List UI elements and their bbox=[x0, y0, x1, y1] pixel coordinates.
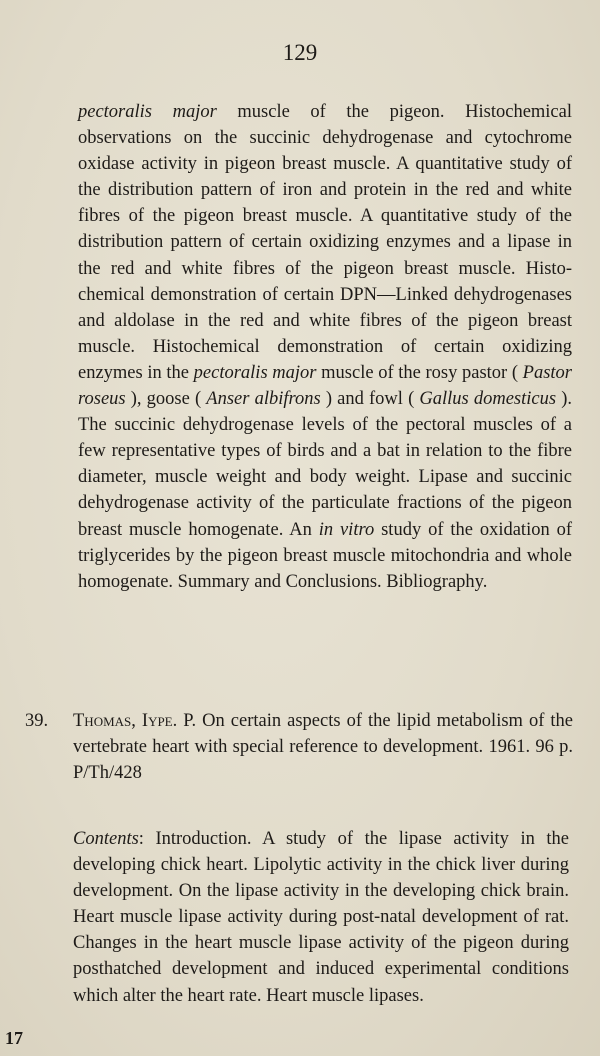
text-segment: Pastor roseus bbox=[78, 362, 572, 410]
text-segment: ) and fowl ( bbox=[320, 389, 420, 410]
text-segment: Gallus domesticus bbox=[419, 389, 557, 410]
text-segment: muscle of the rosy pastor ( bbox=[316, 362, 523, 383]
text-segment: pectoralis major bbox=[78, 102, 217, 122]
text-segment: pectoralis major bbox=[193, 362, 317, 383]
contents-label: Contents bbox=[73, 829, 139, 849]
entry-author: Thomas, Iype. P. bbox=[73, 711, 197, 731]
text-segment: muscle of the pigeon. Histochemical observations on the succinic dehydrogenase and cytochrome oxidase activity in pigeon breast muscle. A quantitative study of the distribution pattern of iron and protein in the red and white fibres of the pigeon breast muscle. A quantitative study of the distribution pattern of certain oxidizing enzymes and a lipase in the red and white fibres of the pigeon breast muscle. Histochemical demonstration of certain DPN—Linked dehydrogenases and aldolase in the red and white fibres of the pigeon breast muscle. Histochemical demonstration of certain oxidizing enzymes in the bbox=[78, 102, 572, 383]
continuation-paragraph bbox=[78, 99, 572, 595]
text-segment: Anser albifrons bbox=[206, 389, 321, 410]
entry-title: On certain aspects of the lipid metabolism of the vertebrate heart with special reference to development. 1961. 96 p. P/Th/428 bbox=[73, 711, 573, 784]
text-segment: ), goose ( bbox=[125, 389, 207, 410]
entry-number: 39. bbox=[25, 711, 49, 731]
text-segment: in vitro bbox=[318, 519, 375, 540]
contents-colon: : bbox=[138, 829, 144, 849]
text-segment: study of the oxidation of triglycerides by the pigeon breast muscle mitochondria and whole homogenate. Summary and Conclusions. Bibliography. bbox=[78, 519, 572, 592]
text-segment: ). The succinic dehydrogenase levels of the pectoral muscles of a few representative types of birds and a bat in relation to the fibre diameter, muscle weight and body weight. Lipase and succinic dehydrogenase activity of the particulate fractions of the pigeon breast muscle homogenate. An bbox=[78, 389, 573, 540]
entry-citation bbox=[73, 708, 573, 787]
contents-paragraph bbox=[73, 826, 569, 1009]
contents-text: Introduction. A study of the lipase activity in the developing chick heart. Lipolytic activity in the chick liver during development. On the lipase activity in the developing chick brain. Heart muscle lipase activity during post-natal development of rat. Changes in the heart muscle lipase activity of the pigeon during posthatched development and induced experimental conditions which alter the heart rate. Heart muscle lipases. bbox=[73, 829, 569, 1006]
page-number: 129 bbox=[282, 40, 318, 65]
signature-mark: 17 bbox=[5, 1028, 23, 1048]
bibliography-entry bbox=[25, 708, 573, 787]
